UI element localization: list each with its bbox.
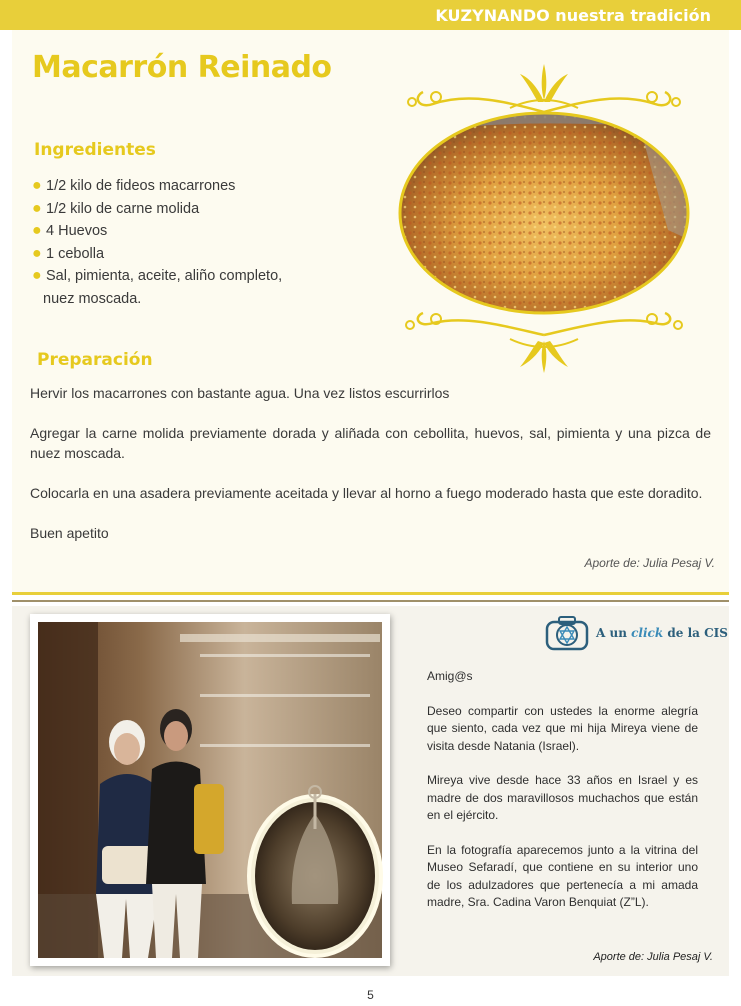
preparation-step: Buen apetito — [30, 525, 109, 541]
header-title: KUZYNANDO nuestra tradición — [435, 6, 711, 25]
preparation-steps — [30, 383, 711, 563]
preparation-step: Hervir los macarrones con bastante agua. Una vez listos escurrirlos — [30, 385, 450, 401]
section-divider — [12, 592, 729, 595]
section-divider — [12, 600, 729, 602]
bullet-icon: ● — [32, 177, 42, 194]
preparation-step: Colocarla en una asadera previamente aceitada y llevar al horno a fuego moderado hasta que este doradito. — [30, 485, 703, 501]
recipe-title: Macarrón Reinado — [32, 50, 332, 85]
cis-tagline: A un click de la CIS — [596, 626, 728, 640]
ingredient-item: ● 1/2 kilo de carne molida — [32, 198, 332, 221]
page-number: 5 — [367, 988, 374, 1002]
preparation-heading: Preparación — [37, 350, 153, 370]
camera-logo-icon — [545, 614, 589, 652]
top-ornament-icon — [398, 62, 690, 122]
bullet-icon: ● — [32, 267, 42, 284]
ingredient-item: ● Sal, pimienta, aceite, aliño completo, nuez moscada. — [32, 265, 332, 310]
ingredients-heading: Ingredientes — [34, 140, 156, 160]
letter-text — [427, 668, 698, 929]
letter-paragraph: En la fotografía aparecemos junto a la vitrina del Museo Sefaradí, que contiene en su interior uno de los adulzadores que pertenecía a mi amada madre, Sra. Cadina Varon Benquiat (Z”L). — [427, 842, 698, 909]
ingredients-list — [32, 175, 332, 310]
letter-paragraph: Deseo compartir con ustedes la enorme alegría que siento, cada vez que mi hija Mireya viene de visita desde Natania (Israel). — [427, 703, 698, 753]
bullet-icon: ● — [32, 222, 42, 239]
bullet-icon: ● — [32, 199, 42, 217]
food-photo — [398, 110, 690, 316]
letter-credit: Aporte de: Julia Pesaj V. — [593, 951, 713, 963]
letter-paragraph: Mireya vive desde hace 33 años en Israel y es madre de dos maravillosos muchachos que están en el ejército. — [427, 773, 698, 822]
ingredient-item: ● 1/2 kilo de fideos macarrones — [32, 175, 332, 198]
preparation-step: Agregar la carne molida previamente dorada y aliñada con cebollita, huevos, sal, pimienta y una pizca de nuez moscada. — [30, 425, 711, 461]
recipe-credit: Aporte de: Julia Pesaj V. — [584, 556, 715, 570]
bottom-ornament-icon — [398, 305, 690, 375]
bullet-icon: ● — [32, 244, 42, 262]
museum-photo-frame — [30, 614, 390, 966]
ingredient-item: ● 4 Huevos — [32, 220, 332, 243]
letter-greeting: Amig@s — [427, 669, 473, 683]
ingredient-item: ● 1 cebolla — [32, 243, 332, 266]
ingredient-continuation: nuez moscada. — [43, 290, 142, 307]
museum-photo — [30, 614, 390, 966]
